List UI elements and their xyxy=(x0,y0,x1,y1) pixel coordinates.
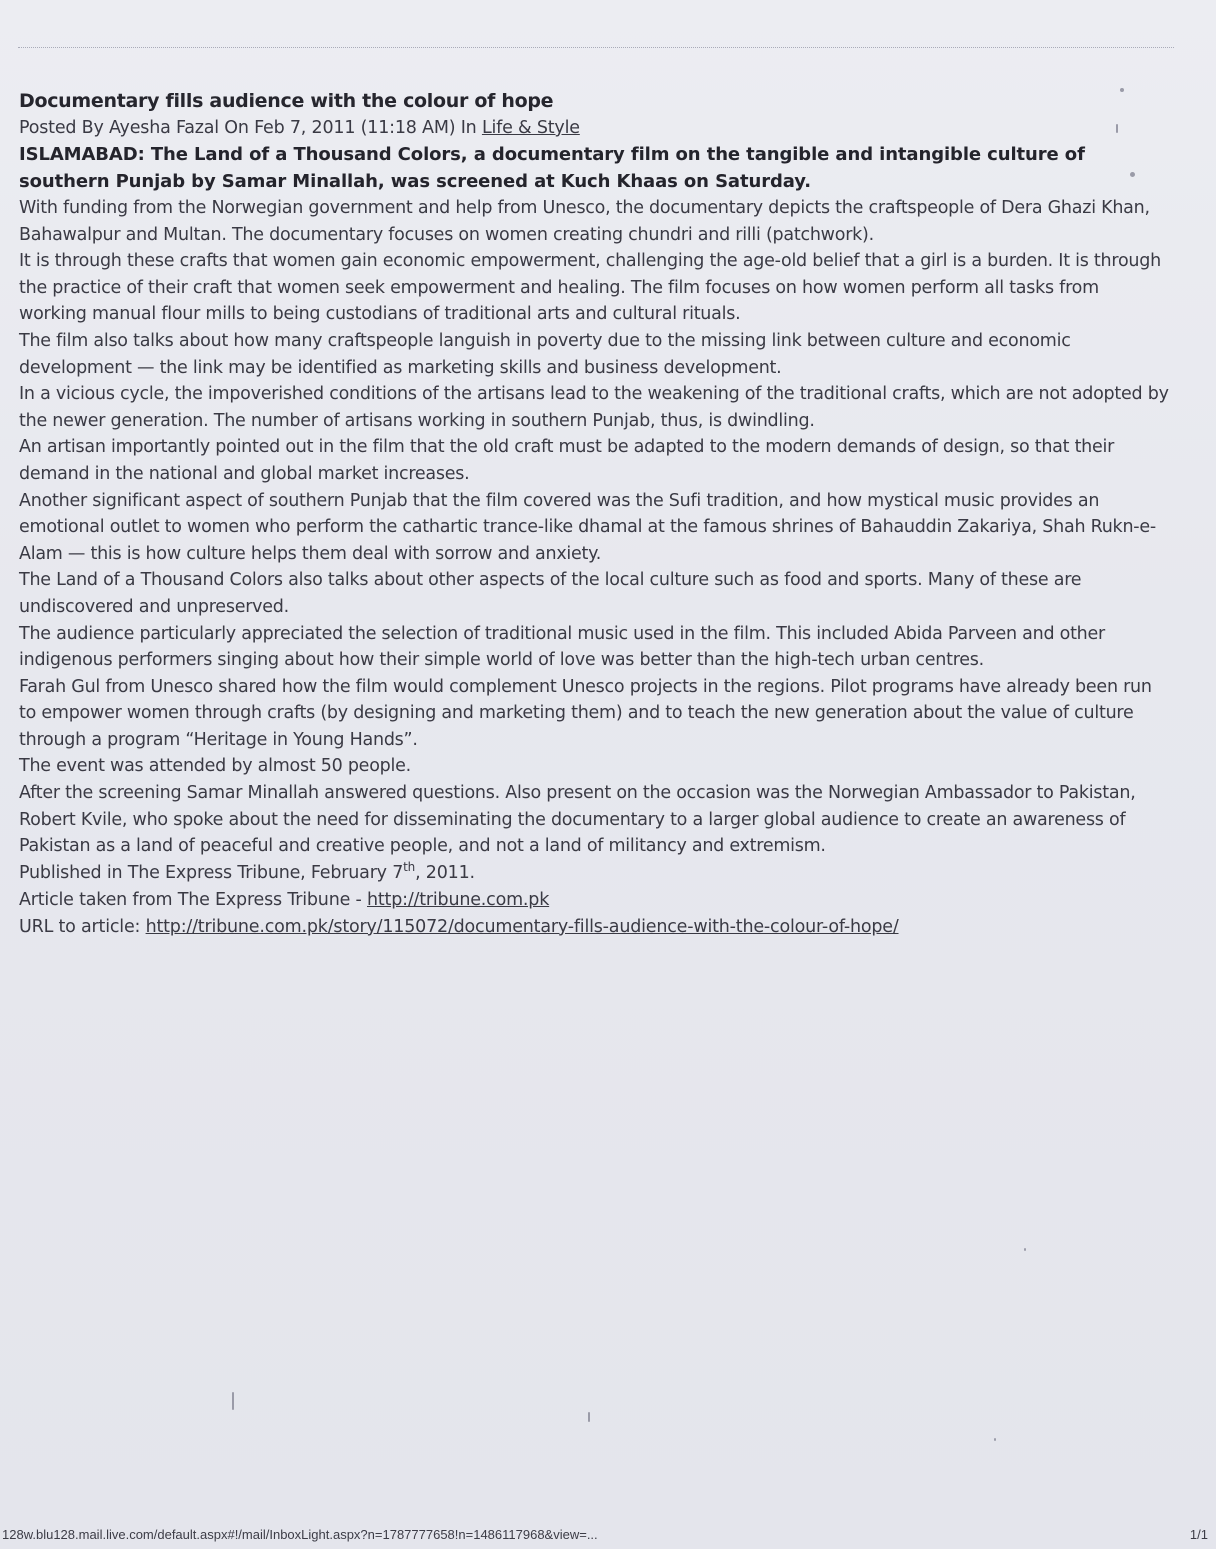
article-lead: ISLAMABAD: The Land of a Thousand Colors, a documentary film on the tangible and intangible culture of southern Punjab by Samar Minallah, was screened at Kuch Khaas on Saturday. xyxy=(19,144,1085,192)
print-footer-page-count: 1/1 xyxy=(1189,1527,1208,1542)
scan-speck xyxy=(232,1392,234,1410)
print-footer-url: 128w.blu128.mail.live.com/default.aspx#!/mail/InboxLight.aspx?n=1787777658!n=1486117968&view=... xyxy=(2,1527,598,1542)
article-paragraph: The audience particularly appreciated the selection of traditional music used in the film. This included Abida Parveen and other indigenous performers singing about how their simple world of love was better than the high-tech urban centres. xyxy=(19,623,1105,671)
category-link[interactable]: Life & Style xyxy=(481,118,580,138)
byline-text: Posted By Ayesha Fazal On Feb 7, 2011 (11:18 AM) In xyxy=(19,118,482,138)
article xyxy=(19,88,1169,941)
article-paragraph: An artisan importantly pointed out in the film that the old craft must be adapted to the modern demands of design, so that their demand in the national and global market increases. xyxy=(19,437,1115,484)
article-paragraph: After the screening Samar Minallah answered questions. Also present on the occasion was the Norwegian Ambassador to Pakistan, Robert Kvile, who spoke about the need for disseminating the documentary to a larger global audience to create an awareness of Pakistan as a land of peaceful and creative people, and not a land of militancy and extremism. xyxy=(19,783,1136,857)
article-url-note xyxy=(19,914,1169,941)
article-byline xyxy=(19,115,1169,141)
article-url-link[interactable]: http://tribune.com.pk/story/115072/documentary-fills-audience-with-the-colour-of-hope/ xyxy=(145,916,899,937)
article-paragraph: With funding from the Norwegian government and help from Unesco, the documentary depicts the craftspeople of Dera Ghazi Khan, Bahawalpur and Multan. The documentary focuses on women creating chundri and rilli (patchwork). xyxy=(19,198,1150,245)
article-paragraph: Another significant aspect of southern Punjab that the film covered was the Sufi tradition, and how mystical music provides an emotional outlet to women who perform the cathartic trance-like dhamal at the famous shrines of Bahauddin Zakariya, Shah Rukn-e-Alam — this is how culture helps them deal with sorrow and anxiety. xyxy=(19,490,1156,564)
article-headline: Documentary fills audience with the colour of hope xyxy=(19,90,554,112)
article-paragraph: The Land of a Thousand Colors also talks about other aspects of the local culture such as food and sports. Many of these are undiscovered and unpreserved. xyxy=(19,570,1082,617)
article-paragraph: The film also talks about how many craftspeople languish in poverty due to the missing link between culture and economic development — the link may be identified as marketing skills and business development. xyxy=(19,330,1071,378)
published-year: , 2011. xyxy=(415,862,475,883)
scan-speck xyxy=(1024,1248,1026,1251)
published-note xyxy=(19,860,1169,887)
article-paragraph: It is through these crafts that women gain economic empowerment, challenging the age-old belief that a girl is a burden. It is through the practice of their craft that women seek empowerment and healing. The film focuses on how women perform all tasks from working manual flour mills to being custodians of traditional arts and cultural rituals. xyxy=(19,251,1161,325)
published-text: Published in The Express Tribune, February 7 xyxy=(19,862,404,883)
tribune-home-link[interactable]: http://tribune.com.pk xyxy=(367,889,550,910)
article-paragraph: In a vicious cycle, the impoverished conditions of the artisans lead to the weakening of the traditional crafts, which are not adopted by the newer generation. The number of artisans working in southern Punjab, thus, is dwindling. xyxy=(19,384,1169,431)
top-divider xyxy=(18,47,1174,48)
published-sup: th xyxy=(403,860,416,875)
taken-from-note xyxy=(19,887,1169,914)
article-paragraph: Farah Gul from Unesco shared how the film would complement Unesco projects in the regions. Pilot programs have already been run to empower women through crafts (by designing and marketing them) and to teach the new generation about the value of culture through a program “Heritage in Young Hands”. xyxy=(19,676,1152,750)
article-paragraph: The event was attended by almost 50 people. xyxy=(19,756,411,777)
article-url-label: URL to article: xyxy=(19,916,146,937)
taken-from-text: Article taken from The Express Tribune - xyxy=(19,889,367,910)
scan-speck xyxy=(588,1412,590,1422)
scan-speck xyxy=(994,1438,996,1441)
